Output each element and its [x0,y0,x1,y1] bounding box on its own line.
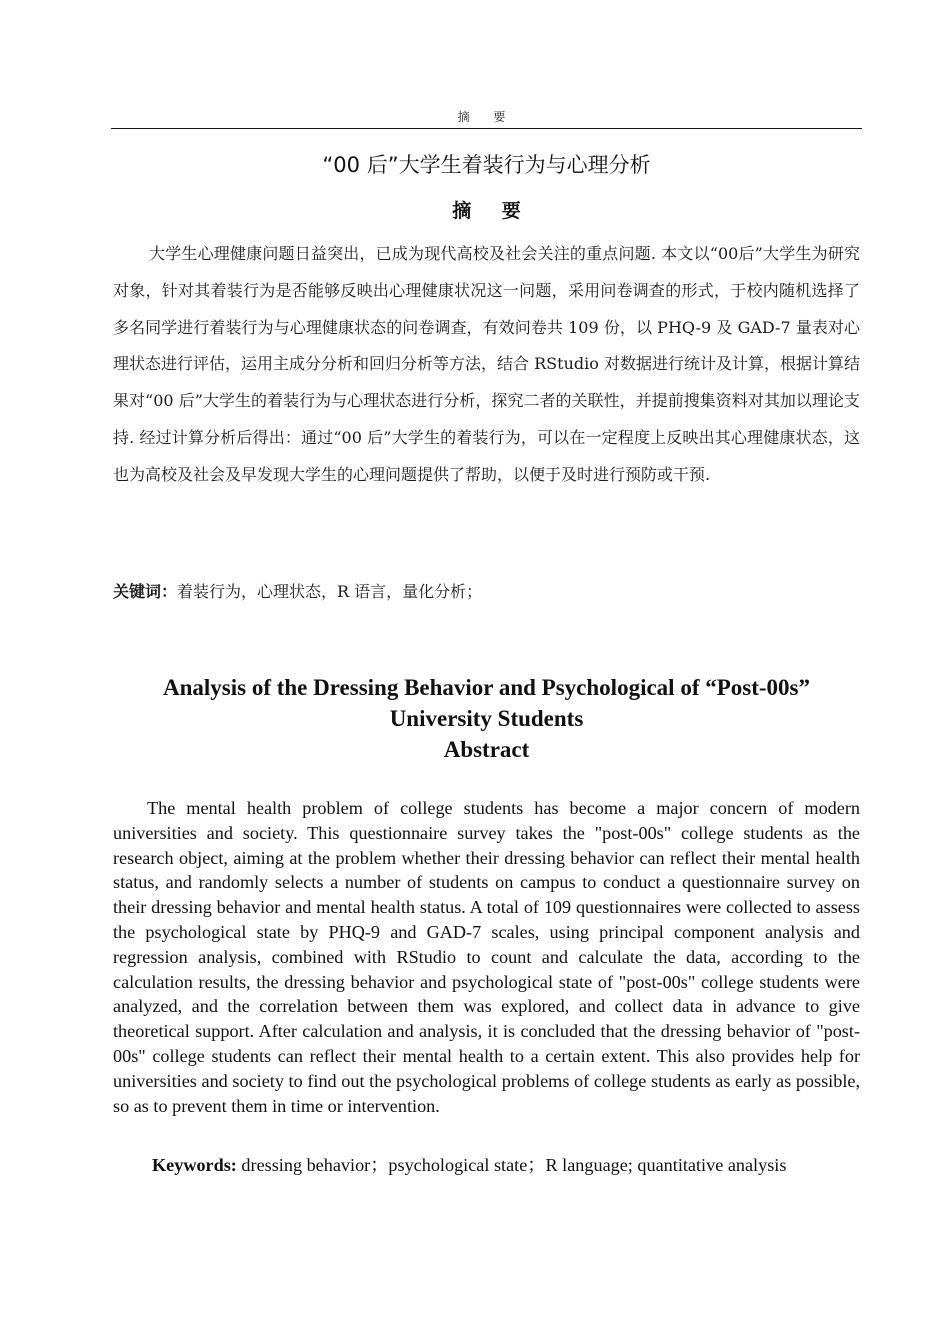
chinese-title: “00 后”大学生着装行为与心理分析 [322,153,651,177]
english-keywords-label: Keywords: [152,1155,237,1175]
english-keywords [152,1152,860,1178]
chinese-keywords [113,578,860,606]
chinese-keywords-text: 着装行为，心理状态，R 语言，量化分析； [177,582,483,601]
header-rule [111,128,862,129]
english-abstract-body: The mental health problem of college students has become a major concern of modern universities and society. This questionnaire survey takes the "post-00s" college students as the research object, aiming at the problem whether their dressing behavior can reflect their mental health status, and randomly selects a number of students on campus to conduct a questionnaire survey on their dressing behavior and mental health status. A total of 109 questionnaires were collected to assess the psychological state by PHQ-9 and GAD-7 scales, using principal component analysis and regression analysis, combined with RStudio to count and calculate the data, according to the calculation results, the dressing behavior and psychological state of "post-00s" college students were analyzed, and the correlation between them was explored, and collect data in advance to give theoretical support. After calculation and analysis, it is concluded that the dressing behavior of "post-00s" college students can reflect their mental health to a certain extent. This also provides help for universities and society to find out the psychological problems of college students as early as possible, so as to prevent them in time or intervention. [113,798,860,1116]
running-header: 摘 要 [457,110,516,124]
chinese-keywords-label: 关键词： [113,582,178,601]
chinese-abstract-heading: 摘 要 [452,200,533,222]
english-keywords-text: dressing behavior；psychological state；R language; quantitative analysis [241,1155,787,1175]
chinese-abstract-body: 大学生心理健康问题日益突出，已成为现代高校及社会关注的重点问题. 本文以“00后”大学生为研究对象，针对其着装行为是否能够反映出心理健康状况这一问题，采用问卷调查的形式，于校内随机选择了多名同学进行着装行为与心理健康状态的问卷调查，有效问卷共 109 份，以 PHQ-9 及 GAD-7 量表对心理状态进行评估，运用主成分分析和回归分析等方法，结合 RStudio 对数据进行统计及计算，根据计算结果对“00 后”大学生的着装行为与心理状态进行分析，探究二者的关联性，并提前搜集资料对其加以理论支持. 经过计算分析后得出：通过“00 后”大学生的着装行为，可以在一定程度上反映出其心理健康状态，这也为高校及社会及早发现大学生的心理问题提供了帮助，以便于及时进行预防或干预. [113,244,860,484]
english-abstract-heading: Abstract [443,737,530,762]
english-title: Analysis of the Dressing Behavior and Psychological of “Post-00s” University Students [162,675,810,731]
